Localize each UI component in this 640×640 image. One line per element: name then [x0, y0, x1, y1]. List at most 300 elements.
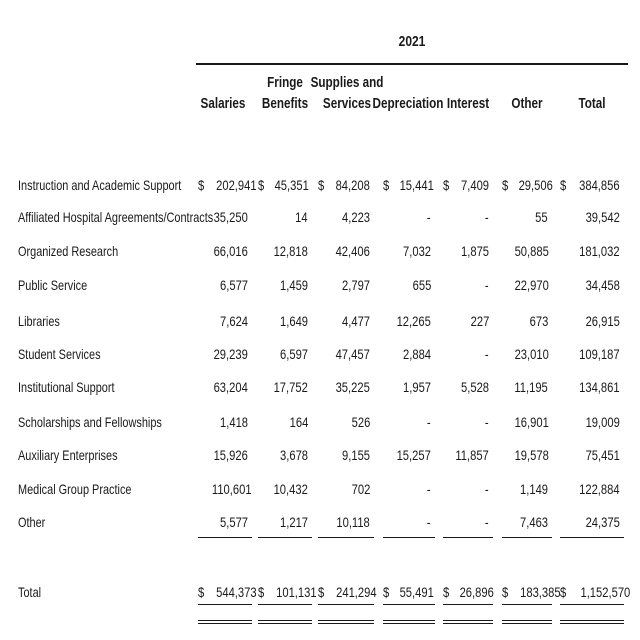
table-row-cell: [198, 343, 248, 365]
cell-value: 3,678: [279, 447, 308, 463]
cell-value: 84,208: [335, 177, 370, 193]
table-row-cell: [198, 511, 248, 533]
cell-value: 22,970: [514, 277, 549, 293]
cell-value: 122,884: [579, 481, 620, 497]
currency-symbol: [318, 240, 321, 262]
table-row-cell: [502, 240, 548, 262]
cell-value: -: [485, 209, 489, 225]
table-row-label: Medical Group Practice: [18, 481, 132, 497]
cell-value: 1,152,570: [580, 584, 631, 600]
cell-value: -: [427, 514, 431, 530]
currency-symbol: [502, 411, 505, 433]
currency-symbol: [318, 274, 321, 296]
table-row-cell: [258, 310, 308, 332]
table-row-cell: [502, 206, 548, 228]
currency-symbol: [443, 376, 446, 398]
cell-value: 14: [295, 209, 308, 225]
cell-value: 4,223: [341, 209, 370, 225]
table-row-cell: [560, 206, 620, 228]
currency-symbol: [198, 376, 201, 398]
total-underline: [502, 604, 552, 605]
currency-symbol: [258, 478, 261, 500]
currency-symbol: [443, 240, 446, 262]
cell-value: 19,009: [585, 414, 620, 430]
currency-symbol: [383, 240, 386, 262]
column-header-line1: [545, 72, 639, 93]
total-double-underline: [443, 620, 493, 621]
currency-symbol: [198, 511, 201, 533]
table-row-cell: [258, 274, 308, 296]
cell-value: 50,885: [514, 243, 549, 259]
currency-symbol: [198, 206, 201, 228]
currency-symbol: [383, 206, 386, 228]
cell-value: 15,441: [399, 177, 434, 193]
currency-symbol: [560, 240, 563, 262]
subtotal-underline: [502, 537, 552, 538]
table-row-cell: [198, 376, 248, 398]
total-double-underline: [443, 623, 493, 624]
table-row-cell: [258, 240, 308, 262]
table-row-cell: [318, 511, 370, 533]
table-row-cell: [443, 206, 489, 228]
table-row-cell: [443, 174, 489, 196]
column-header: [545, 72, 639, 114]
cell-value: 110,601: [211, 481, 252, 497]
currency-symbol: [318, 478, 321, 500]
cell-value: 227: [470, 313, 489, 329]
cell-value: 241,294: [335, 584, 377, 600]
table-row-cell: [560, 274, 620, 296]
table-row-cell: [258, 206, 308, 228]
cell-value: -: [485, 414, 489, 430]
total-underline: [560, 604, 624, 605]
cell-value: 7,409: [460, 177, 489, 193]
currency-symbol: [383, 444, 386, 466]
total-double-underline: [318, 620, 374, 621]
currency-symbol: [318, 444, 321, 466]
table-row-cell: [198, 478, 252, 500]
table-row-cell: [383, 478, 431, 500]
cell-value: 384,856: [579, 177, 620, 193]
currency-symbol: $: [502, 584, 509, 600]
table-row-label: Organized Research: [18, 243, 119, 259]
table-row-cell: [502, 376, 548, 398]
cell-value: -: [427, 481, 431, 497]
table-row-label: Instruction and Academic Support: [18, 177, 182, 193]
cell-value: 12,265: [396, 313, 431, 329]
currency-symbol: [258, 240, 261, 262]
table-row-cell: [318, 274, 370, 296]
currency-symbol: [258, 310, 261, 332]
currency-symbol: [318, 310, 321, 332]
table-row-cell: [502, 511, 548, 533]
cell-value: 23,010: [514, 346, 549, 362]
currency-symbol: [198, 478, 201, 500]
table-row-cell: [502, 478, 548, 500]
table-row-cell: [198, 411, 248, 433]
table-row-label: Public Service: [18, 277, 88, 293]
cell-value: 101,131: [275, 584, 317, 600]
currency-symbol: [318, 206, 321, 228]
cell-value: 7,624: [219, 313, 248, 329]
cell-value: 6,577: [219, 277, 248, 293]
currency-symbol: [198, 411, 201, 433]
currency-symbol: [318, 411, 321, 433]
table-row-cell: [443, 478, 489, 500]
table-row-cell: [443, 343, 489, 365]
column-header-line2: Interest: [446, 95, 490, 112]
cell-value: 181,032: [579, 243, 620, 259]
table-row-cell: [443, 274, 489, 296]
table-row-label: Affiliated Hospital Agreements/Contracts: [18, 209, 214, 225]
table-row-cell: [383, 174, 434, 196]
total-underline: [318, 604, 374, 605]
currency-symbol: [318, 376, 321, 398]
cell-value: 7,032: [402, 243, 431, 259]
table-row-cell: [383, 206, 431, 228]
total-double-underline: [383, 620, 435, 621]
cell-value: 45,351: [274, 177, 309, 193]
currency-symbol: [502, 376, 505, 398]
table-row-cell: [560, 343, 620, 365]
currency-symbol: [383, 411, 386, 433]
cell-value: 11,857: [455, 447, 489, 463]
cell-value: 1,649: [279, 313, 308, 329]
currency-symbol: [318, 343, 321, 365]
currency-symbol: [443, 511, 446, 533]
cell-value: 6,597: [279, 346, 308, 362]
currency-symbol: [502, 274, 505, 296]
table-row-cell: [560, 310, 620, 332]
currency-symbol: $: [258, 584, 265, 600]
cell-value: 702: [351, 481, 370, 497]
column-header-line2: Benefits: [261, 95, 309, 112]
cell-value: 2,884: [402, 346, 431, 362]
cell-value: 35,225: [335, 379, 370, 395]
table-row-cell: [443, 444, 489, 466]
table-row-cell: [198, 310, 248, 332]
table-row-cell: [502, 274, 548, 296]
cell-value: -: [485, 346, 489, 362]
column-header-line2: Services: [322, 95, 372, 112]
table-row-cell: [198, 206, 248, 228]
table-row-cell: [502, 310, 548, 332]
table-row-cell: [383, 343, 431, 365]
cell-value: 655: [412, 277, 431, 293]
table-row-cell: [502, 343, 548, 365]
cell-value: 19,578: [514, 447, 549, 463]
cell-value: 1,149: [519, 481, 548, 497]
currency-symbol: [443, 310, 446, 332]
currency-symbol: [443, 478, 446, 500]
table-row-cell: [258, 444, 308, 466]
table-row-cell: [198, 240, 248, 262]
subtotal-underline: [198, 537, 252, 538]
table-row-cell: [560, 240, 620, 262]
currency-symbol: $: [502, 177, 509, 193]
table-row-cell: [383, 274, 431, 296]
table-row-cell: [443, 376, 489, 398]
cell-value: 4,477: [341, 313, 370, 329]
currency-symbol: [502, 240, 505, 262]
currency-symbol: [560, 310, 563, 332]
cell-value: 26,896: [459, 584, 494, 600]
currency-symbol: [383, 478, 386, 500]
total-double-underline: [560, 623, 624, 624]
table-row-cell: [318, 411, 370, 433]
total-double-underline: [198, 620, 252, 621]
total-underline: [198, 604, 252, 605]
currency-symbol: [560, 411, 563, 433]
table-row-cell: [560, 174, 620, 196]
currency-symbol: [258, 444, 261, 466]
currency-symbol: [502, 444, 505, 466]
table-row-cell: [318, 240, 370, 262]
cell-value: 16,901: [514, 414, 549, 430]
cell-value: 12,818: [273, 243, 308, 259]
cell-value: 47,457: [335, 346, 370, 362]
table-row-cell: [318, 478, 370, 500]
table-row-cell: [443, 411, 489, 433]
cell-value: 34,458: [585, 277, 620, 293]
cell-value: -: [485, 277, 489, 293]
currency-symbol: [198, 310, 201, 332]
currency-symbol: $: [383, 177, 390, 193]
table-row-cell: [258, 376, 308, 398]
column-header-line1: Supplies and: [310, 74, 384, 91]
table-row-cell: [383, 511, 431, 533]
cell-value: 55: [535, 209, 548, 225]
total-double-underline: [258, 620, 312, 621]
total-row-cell: [318, 581, 377, 603]
cell-value: 10,118: [336, 514, 370, 530]
currency-symbol: [383, 511, 386, 533]
currency-symbol: [560, 206, 563, 228]
cell-value: 66,016: [213, 243, 248, 259]
subtotal-underline: [318, 537, 374, 538]
table-row-label: Institutional Support: [18, 379, 115, 395]
table-row-cell: [502, 174, 553, 196]
cell-value: 5,577: [219, 514, 248, 530]
table-row-cell: [318, 376, 370, 398]
table-row-cell: [318, 310, 370, 332]
currency-symbol: $: [318, 584, 325, 600]
table-row-cell: [258, 411, 308, 433]
cell-value: 2,797: [341, 277, 370, 293]
currency-symbol: $: [198, 584, 205, 600]
currency-symbol: [318, 511, 321, 533]
cell-value: 55,491: [399, 584, 434, 600]
total-double-underline: [258, 623, 312, 624]
cell-value: -: [427, 209, 431, 225]
currency-symbol: [560, 444, 563, 466]
currency-symbol: [383, 343, 386, 365]
currency-symbol: $: [383, 584, 390, 600]
currency-symbol: [443, 411, 446, 433]
column-header-line2: Salaries: [200, 95, 246, 112]
year-header: 2021: [398, 33, 426, 50]
cell-value: 164: [289, 414, 308, 430]
table-row-label: Other: [18, 514, 46, 530]
currency-symbol: $: [198, 177, 205, 193]
cell-value: 29,239: [213, 346, 248, 362]
table-row-cell: [383, 411, 431, 433]
table-row-cell: [502, 411, 548, 433]
currency-symbol: [258, 511, 261, 533]
cell-value: 39,542: [585, 209, 620, 225]
table-row-cell: [443, 511, 489, 533]
cell-value: 42,406: [335, 243, 370, 259]
currency-symbol: [560, 274, 563, 296]
table-row-cell: [198, 444, 248, 466]
year-underline: [196, 63, 628, 65]
table-row-label: Libraries: [18, 313, 60, 329]
cell-value: 544,373: [215, 584, 257, 600]
total-double-underline: [318, 623, 374, 624]
currency-symbol: [560, 343, 563, 365]
table-row-cell: [383, 376, 431, 398]
total-double-underline: [502, 620, 552, 621]
cell-value: 17,752: [273, 379, 308, 395]
cell-value: 9,155: [341, 447, 370, 463]
subtotal-underline: [258, 537, 312, 538]
table-row-cell: [258, 343, 308, 365]
column-header-line2: Other: [511, 95, 543, 112]
currency-symbol: [258, 274, 261, 296]
cell-value: 7,463: [519, 514, 548, 530]
subtotal-underline: [560, 537, 624, 538]
subtotal-underline: [383, 537, 435, 538]
table-row-cell: [258, 478, 308, 500]
cell-value: 11,195: [514, 379, 548, 395]
cell-value: 1,957: [402, 379, 431, 395]
table-row-cell: [443, 240, 489, 262]
total-double-underline: [198, 623, 252, 624]
currency-symbol: [502, 343, 505, 365]
currency-symbol: [560, 376, 563, 398]
table-row-cell: [560, 478, 620, 500]
currency-symbol: [198, 343, 201, 365]
total-row-cell: [258, 581, 317, 603]
total-row-cell: [198, 581, 257, 603]
currency-symbol: $: [560, 584, 567, 600]
currency-symbol: [443, 444, 446, 466]
cell-value: 1,217: [279, 514, 308, 530]
cell-value: -: [485, 514, 489, 530]
cell-value: 1,875: [460, 243, 489, 259]
currency-symbol: [198, 240, 201, 262]
currency-symbol: [560, 478, 563, 500]
cell-value: 1,459: [279, 277, 308, 293]
table-row-cell: [318, 206, 370, 228]
table-row-cell: [198, 274, 248, 296]
cell-value: 134,861: [579, 379, 620, 395]
currency-symbol: [502, 310, 505, 332]
table-row-cell: [383, 444, 431, 466]
currency-symbol: [198, 444, 201, 466]
currency-symbol: $: [443, 177, 450, 193]
table-row-cell: [318, 444, 370, 466]
cell-value: 5,528: [460, 379, 489, 395]
cell-value: 526: [351, 414, 370, 430]
total-double-underline: [383, 623, 435, 624]
currency-symbol: [258, 376, 261, 398]
table-row-cell: [383, 240, 431, 262]
column-header-line2: Depreciation: [372, 95, 444, 112]
cell-value: 673: [529, 313, 548, 329]
currency-symbol: [258, 343, 261, 365]
cell-value: 10,432: [273, 481, 308, 497]
cell-value: 15,926: [213, 447, 248, 463]
table-row-cell: [258, 511, 308, 533]
cell-value: -: [485, 481, 489, 497]
table-row-label: Scholarships and Fellowships: [18, 414, 162, 430]
currency-symbol: $: [318, 177, 325, 193]
currency-symbol: [443, 274, 446, 296]
currency-symbol: [560, 511, 563, 533]
table-row-cell: [502, 444, 548, 466]
total-double-underline: [502, 623, 552, 624]
currency-symbol: [502, 511, 505, 533]
table-row-cell: [318, 343, 370, 365]
cell-value: 26,915: [585, 313, 620, 329]
table-row-cell: [443, 310, 489, 332]
cell-value: 15,257: [396, 447, 431, 463]
column-header-line1: Fringe: [267, 74, 303, 91]
currency-symbol: [502, 206, 505, 228]
column-header-line2: Total: [578, 95, 606, 112]
total-row-cell: [383, 581, 434, 603]
currency-symbol: [383, 274, 386, 296]
table-row-label: Auxiliary Enterprises: [18, 447, 118, 463]
subtotal-underline: [443, 537, 493, 538]
cell-value: 63,204: [213, 379, 248, 395]
currency-symbol: [502, 478, 505, 500]
currency-symbol: $: [560, 177, 567, 193]
table-row-cell: [560, 444, 620, 466]
total-row-label: Total: [18, 584, 42, 600]
table-row-cell: [560, 511, 620, 533]
table-row-cell: [383, 310, 431, 332]
currency-symbol: [383, 310, 386, 332]
table-row-cell: [258, 174, 308, 196]
table-row-label: Student Services: [18, 346, 101, 362]
table-row-cell: [318, 174, 370, 196]
total-row-cell: [502, 581, 561, 603]
total-underline: [258, 604, 312, 605]
currency-symbol: $: [258, 177, 265, 193]
cell-value: 75,451: [585, 447, 620, 463]
total-row-cell: [560, 581, 631, 603]
cell-value: 109,187: [579, 346, 620, 362]
currency-symbol: $: [443, 584, 450, 600]
currency-symbol: [443, 343, 446, 365]
table-row-cell: [560, 411, 620, 433]
currency-symbol: [258, 411, 261, 433]
cell-value: 29,506: [518, 177, 553, 193]
table-row-cell: [560, 376, 620, 398]
cell-value: 1,418: [219, 414, 248, 430]
cell-value: 183,385: [519, 584, 561, 600]
cell-value: 202,941: [215, 177, 257, 193]
total-row-cell: [443, 581, 494, 603]
cell-value: -: [427, 414, 431, 430]
currency-symbol: [198, 274, 201, 296]
total-double-underline: [560, 620, 624, 621]
currency-symbol: [383, 376, 386, 398]
currency-symbol: [258, 206, 261, 228]
currency-symbol: [443, 206, 446, 228]
